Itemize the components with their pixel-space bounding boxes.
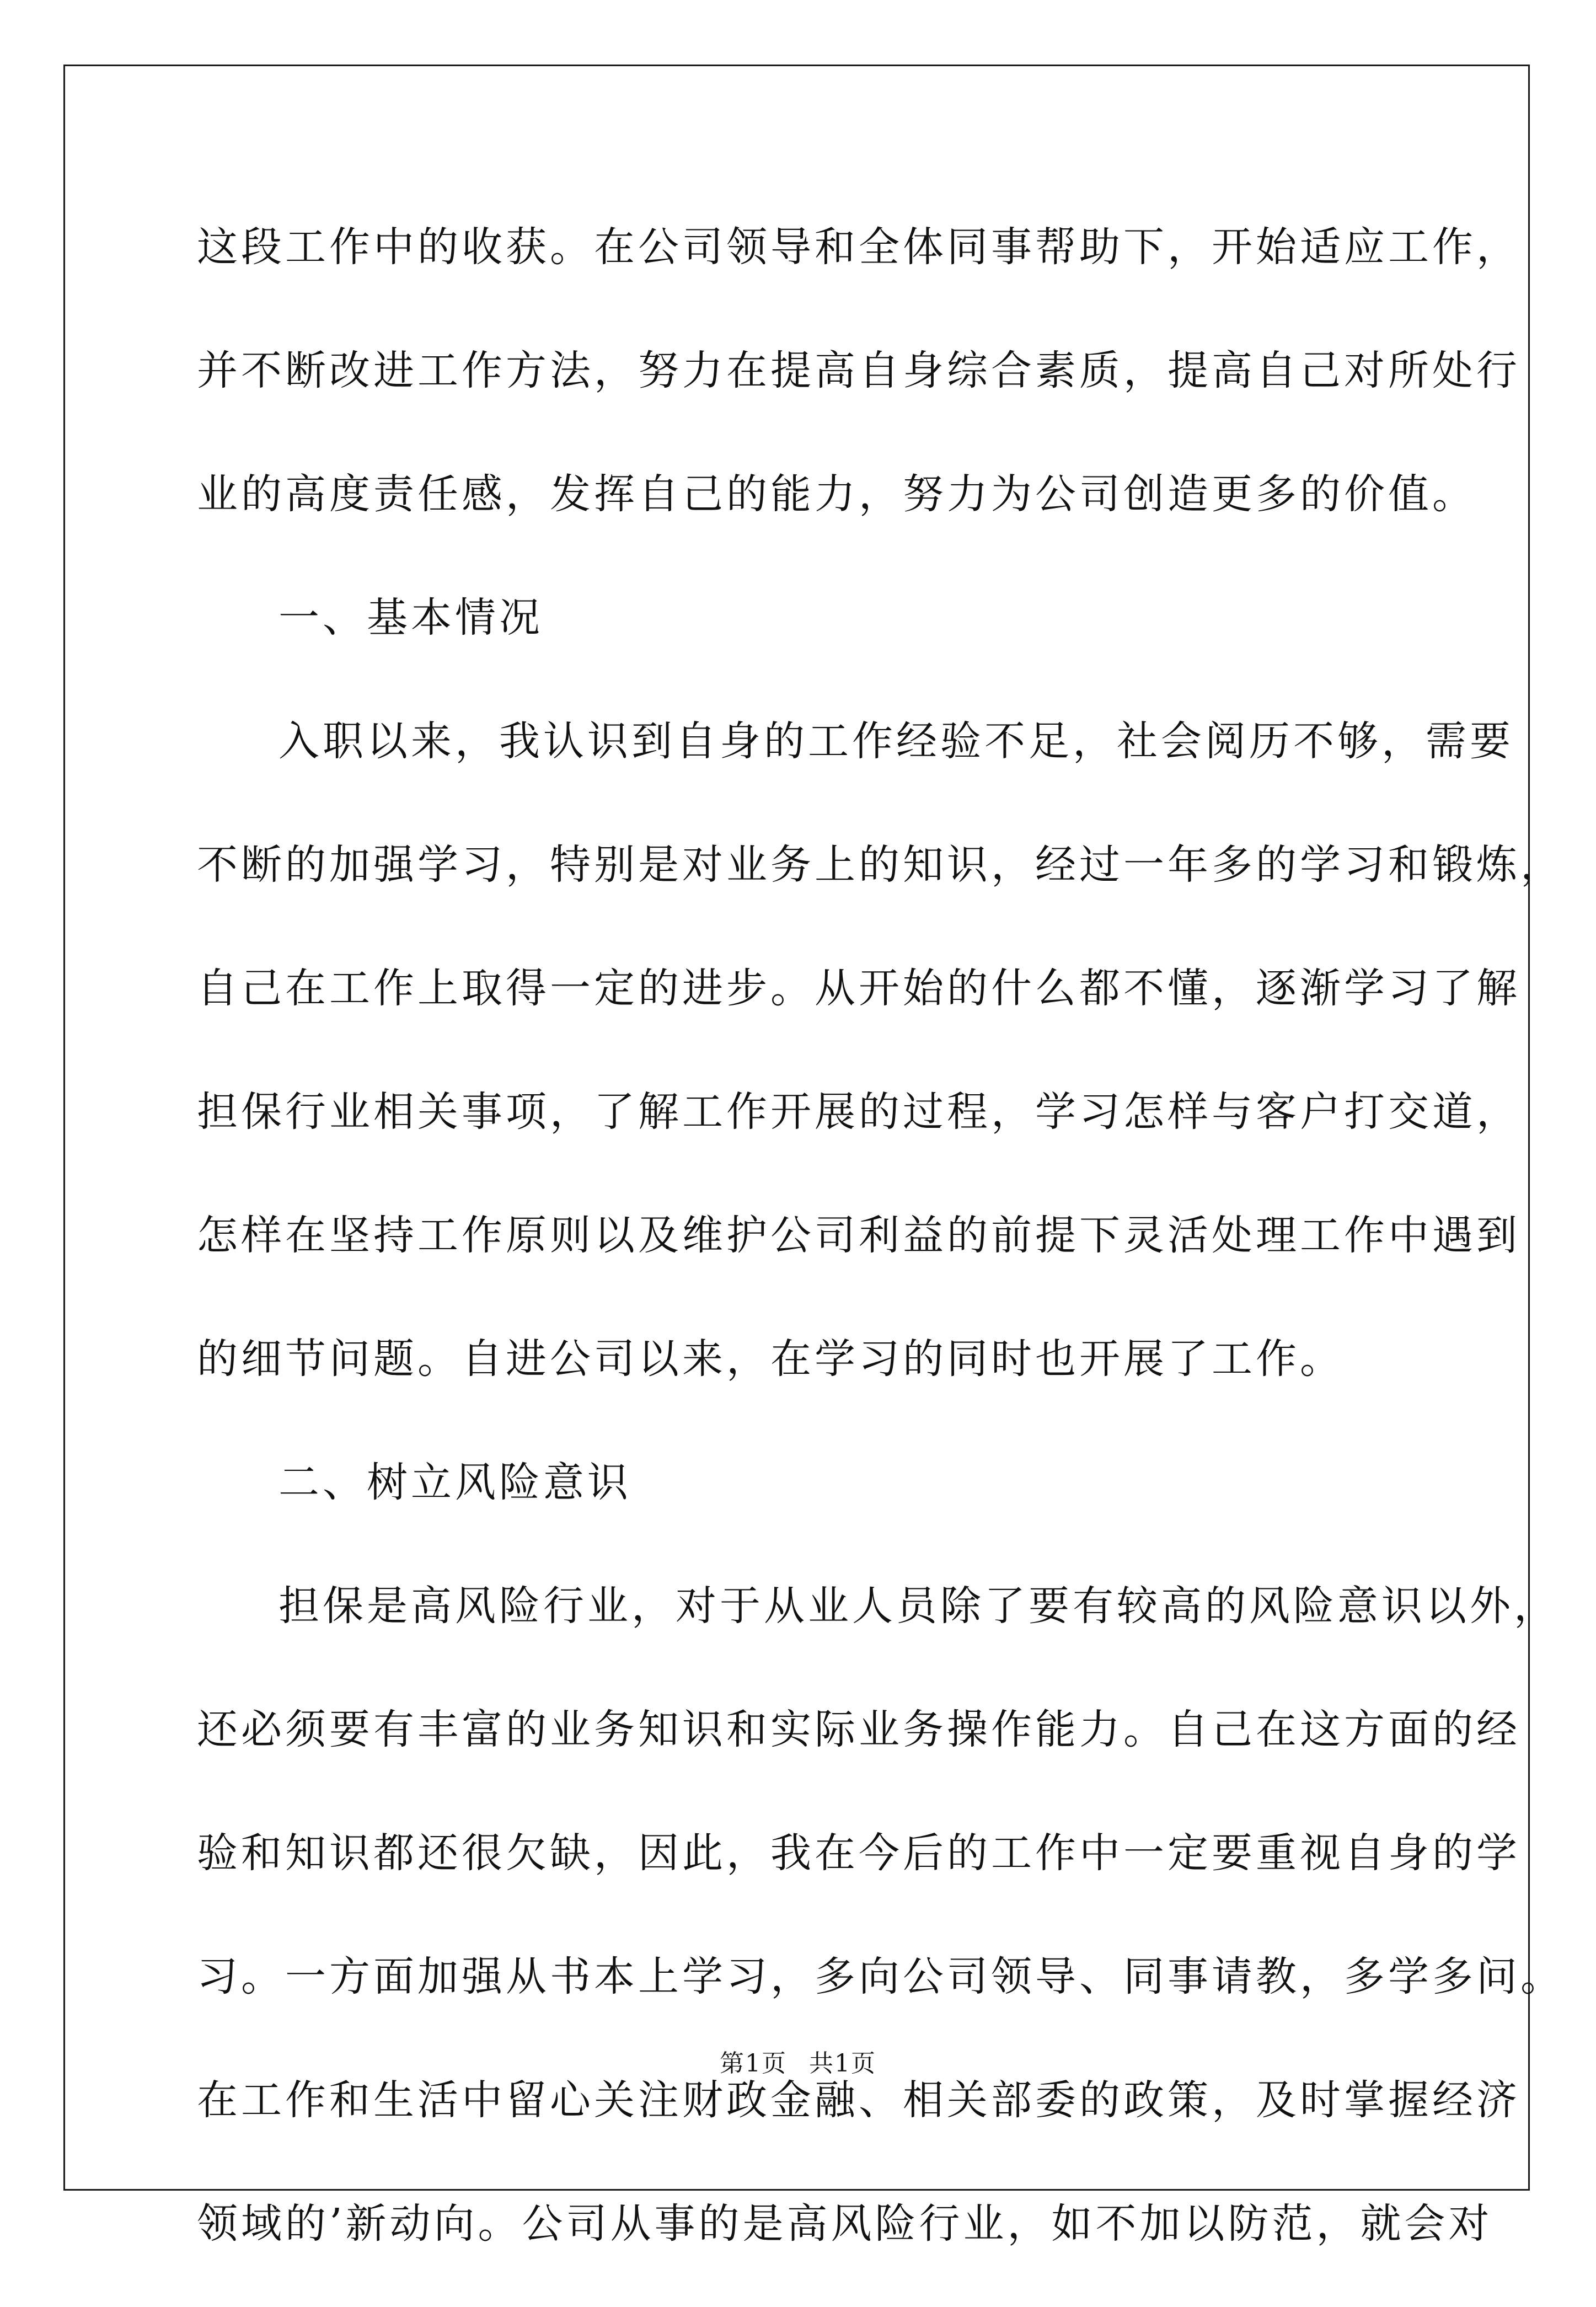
- text-line: 还必须要有丰富的业务知识和实际业务操作能力。自己在这方面的经: [197, 1706, 1520, 1753]
- page-number: 第1页: [720, 2049, 787, 2078]
- text-line: 担保是高风险行业，对于从业人员除了要有较高的风险意识以外，: [279, 1582, 1558, 1630]
- text-line: 在工作和生活中留心关注财政金融、相关部委的政策，及时掌握经济: [197, 2076, 1520, 2124]
- text-line: 这段工作中的收获。在公司领导和全体同事帮助下，开始适应工作，: [197, 223, 1520, 271]
- text-line: 并不断改进工作方法，努力在提高自身综合素质，提高自己对所处行: [197, 347, 1520, 394]
- page-footer: [0, 2043, 1596, 2079]
- text-line: 习。一方面加强从书本上学习，多向公司领导、同事请教，多学多问。: [197, 1953, 1565, 2000]
- text-line: 业的高度责任感，发挥自己的能力，努力为公司创造更多的价值。: [197, 470, 1476, 518]
- text-line: 不断的加强学习，特别是对业务上的知识，经过一年多的学习和锻炼，: [197, 841, 1565, 888]
- page-total: 共1页: [809, 2049, 876, 2078]
- section-heading: 二、树立风险意识: [279, 1459, 631, 1506]
- text-line: 的细节问题。自进公司以来，在学习的同时也开展了工作。: [197, 1335, 1344, 1383]
- text-line: 领域的’新动向。公司从事的是高风险行业，如不加以防范，就会对: [197, 2200, 1493, 2247]
- text-line: 自己在工作上取得一定的进步。从开始的什么都不懂，逐渐学习了解: [197, 965, 1520, 1012]
- section-heading: 一、基本情况: [279, 594, 543, 641]
- document-body: [197, 207, 1565, 2307]
- text-line: 验和知识都还很欠缺，因此，我在今后的工作中一定要重视自身的学: [197, 1829, 1520, 1877]
- text-line: 担保行业相关事项，了解工作开展的过程，学习怎样与客户打交道，: [197, 1088, 1520, 1136]
- text-line: 入职以来，我认识到自身的工作经验不足，社会阅历不够，需要: [279, 718, 1514, 765]
- text-line: 怎样在坚持工作原则以及维护公司利益的前提下灵活处理工作中遇到: [197, 1212, 1520, 1259]
